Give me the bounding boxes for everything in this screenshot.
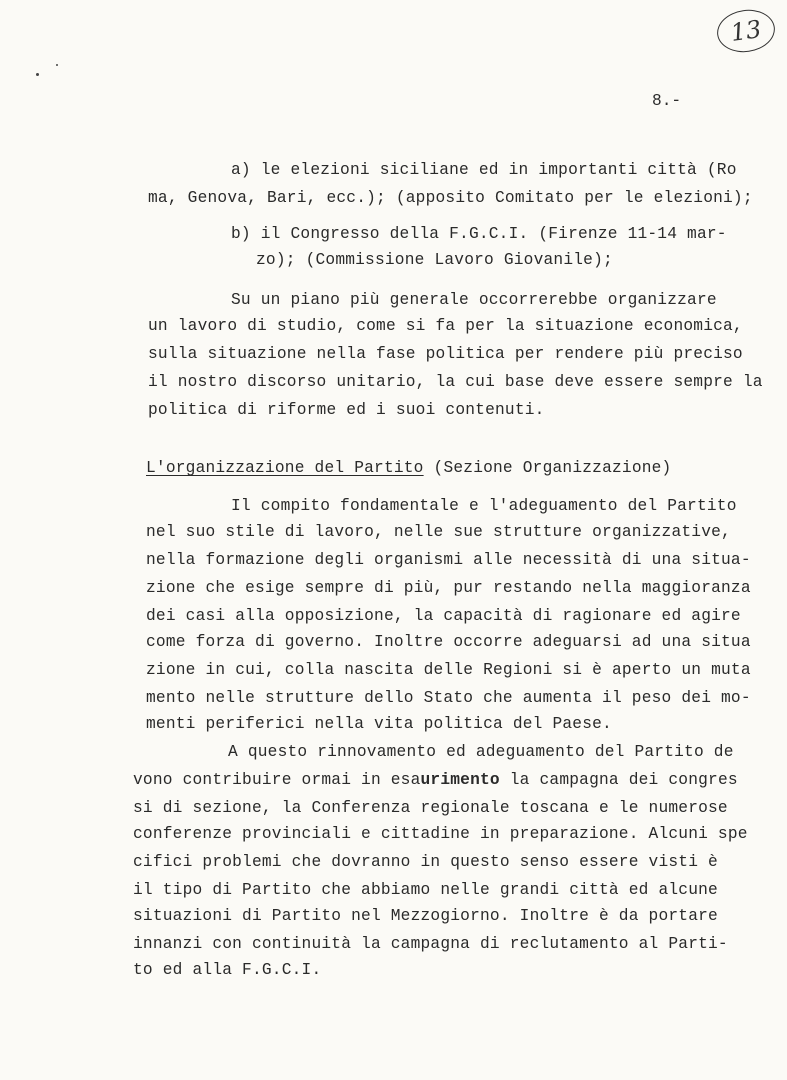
paragraph2-line: nella formazione degli organismi alle necessità di una situa- — [146, 551, 751, 569]
paragraph2-line: come forza di governo. Inoltre occorre adeguarsi ad una situa — [146, 633, 751, 651]
paragraph1-line: il nostro discorso unitario, la cui base deve essere sempre la — [148, 373, 763, 391]
paragraph1-line: un lavoro di studio, come si fa per la situazione economica, — [148, 317, 743, 335]
page-stamp: 13 — [714, 6, 777, 56]
paragraph2-line: zione in cui, colla nascita delle Regioni si è aperto un muta — [146, 661, 751, 679]
list-item-a-line2: ma, Genova, Bari, ecc.); (apposito Comitato per le elezioni); — [148, 189, 753, 207]
paragraph3-line — [133, 770, 738, 790]
paragraph3-bold-text: urimento — [420, 771, 500, 789]
page-number: 8.- — [652, 92, 682, 110]
paragraph3-text: vono contribuire ormai in esa — [133, 771, 421, 789]
paragraph2-line: dei casi alla opposizione, la capacità di ragionare ed agire — [146, 607, 741, 625]
section-heading — [146, 458, 671, 478]
paragraph2-line: Il compito fondamentale e l'adeguamento del Partito — [231, 497, 737, 515]
paragraph2-line: menti periferici nella vita politica del Paese. — [146, 715, 612, 733]
paragraph3-line: innanzi con continuità la campagna di reclutamento al Parti- — [133, 935, 728, 953]
list-item-b-line1: b) il Congresso della F.G.C.I. (Firenze 11-14 mar- — [231, 225, 727, 243]
paragraph2-line: zione che esige sempre di più, pur restando nella maggioranza — [146, 579, 751, 597]
section-subtitle: (Sezione Organizzazione) — [433, 459, 672, 477]
paragraph1-line: politica di riforme ed i suoi contenuti. — [148, 401, 545, 419]
speck — [36, 73, 39, 76]
paragraph1-line: sulla situazione nella fase politica per rendere più preciso — [148, 345, 743, 363]
paragraph3-line: conferenze provinciali e cittadine in preparazione. Alcuni spe — [133, 825, 748, 843]
paragraph3-line: situazioni di Partito nel Mezzogiorno. Inoltre è da portare — [133, 907, 718, 925]
paragraph3-text: la campagna dei congres — [499, 771, 738, 789]
paragraph2-line: nel suo stile di lavoro, nelle sue strutture organizzative, — [146, 523, 731, 541]
list-item-b-line2: zo); (Commissione Lavoro Giovanile); — [256, 251, 613, 269]
list-item-a-line1: a) le elezioni siciliane ed in importanti città (Ro — [231, 161, 737, 179]
section-title: L'organizzazione del Partito — [146, 459, 424, 477]
paragraph3-line: si di sezione, la Conferenza regionale toscana e le numerose — [133, 799, 728, 817]
paragraph3-line: cifici problemi che dovranno in questo senso essere visti è — [133, 853, 718, 871]
speck — [56, 64, 58, 66]
paragraph2-line: mento nelle strutture dello Stato che aumenta il peso dei mo- — [146, 689, 751, 707]
paragraph3-line: il tipo di Partito che abbiamo nelle grandi città ed alcune — [133, 881, 718, 899]
paragraph3-line: A questo rinnovamento ed adeguamento del Partito de — [228, 743, 734, 761]
paragraph3-line: to ed alla F.G.C.I. — [133, 961, 322, 979]
paragraph1-line: Su un piano più generale occorrerebbe organizzare — [231, 291, 717, 309]
